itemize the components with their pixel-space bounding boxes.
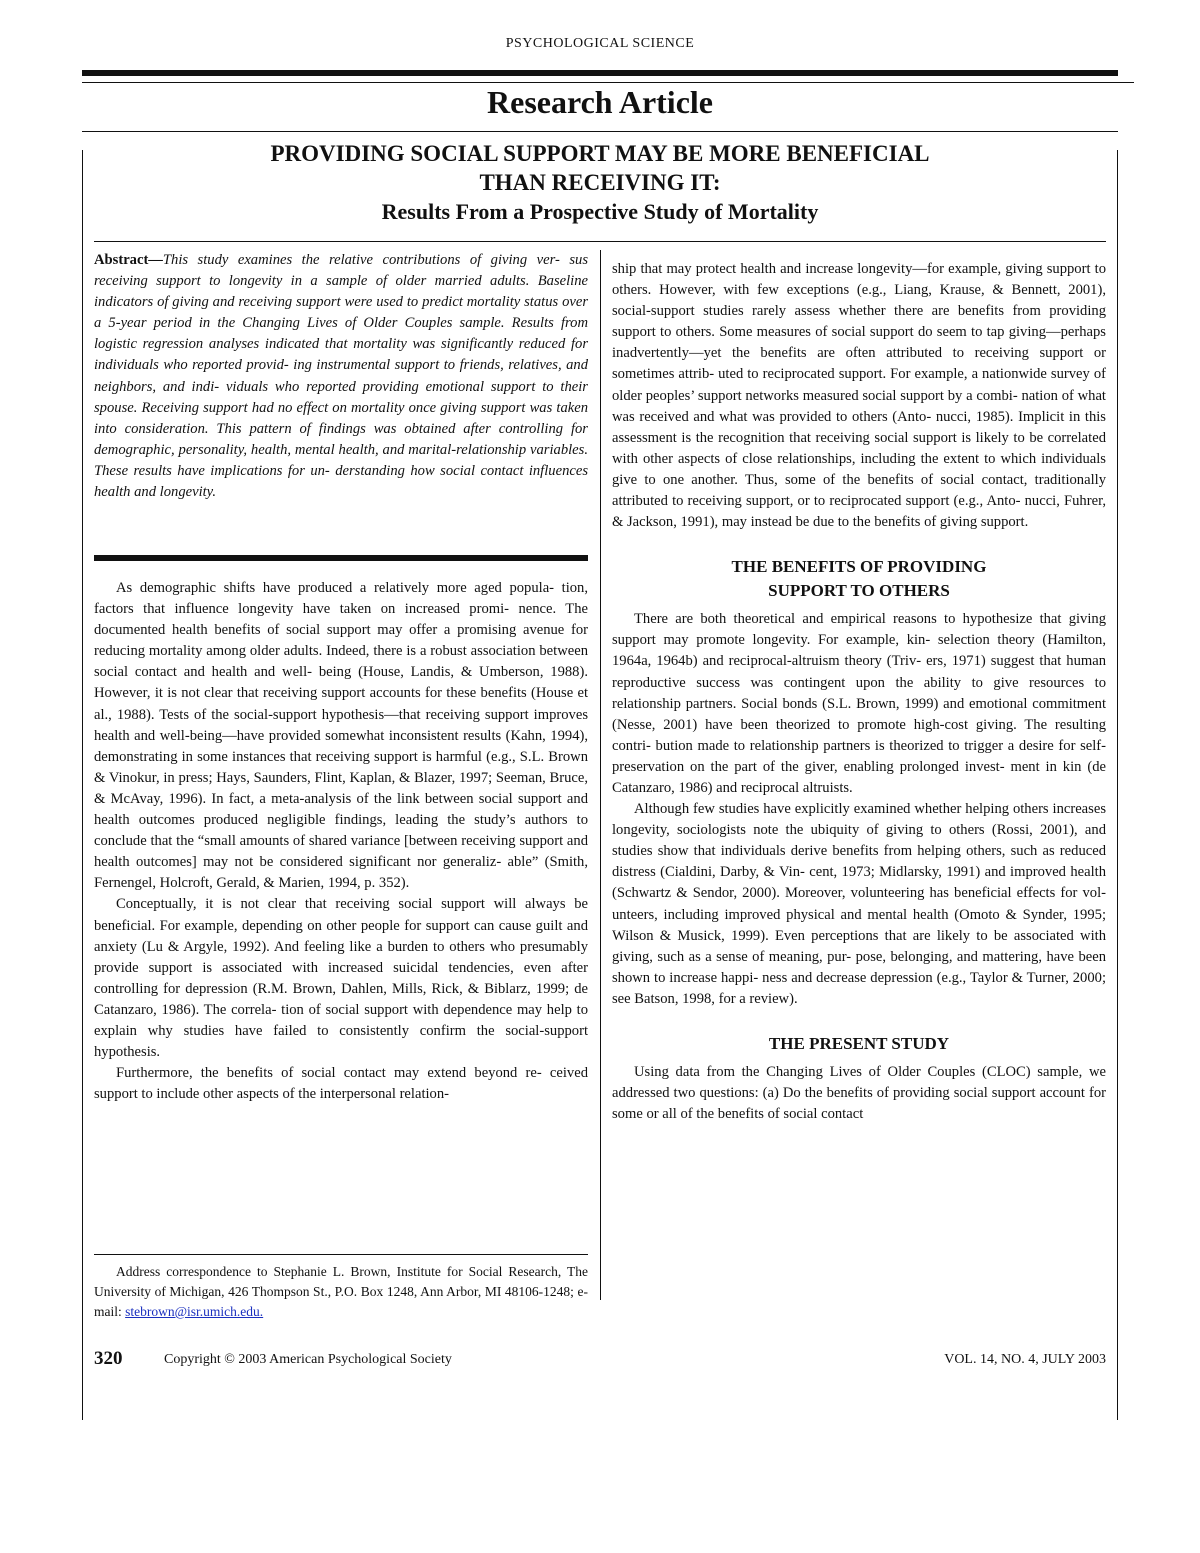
right-paragraph-3: Although few studies have explicitly examined whether helping others increases longevity, sociologists note the ubiquity of giving to others (Rossi, 2001), and studies show that individuals derive benefits from helping others, such as reduced distress (Cialdini, Darby, & Vin- cent, 1973; Midlarsky, 1991) and improved health (Schwartz & Sendor, 2000). Moreover, volunteering has beneficial effects for vol- unteers, including improved physical and mental health (Omoto & Synder, 1995; Wilson & Musick, 1999). Even perceptions that are likely to be associated with giving, such as a sense of meaning, pur- pose, belonging, and mattering, have been shown to increase happi- ness and decrease depression (e.g., Taylor & Turner, 2000; see Batson, 1998, for a review). (612, 801, 1106, 1007)
header-thin-rule (82, 82, 1134, 83)
abstract-rule (94, 555, 588, 561)
left-paragraph-1: As demographic shifts have produced a relatively more aged popula- tion, factors that influence longevity have taken on increased promi- nence. The documented health benefits of social support may offer a promising avenue for reducing mortality among older adults. Indeed, there is a robust association between social contact and health and well- being (House, Landis, & Umberson, 1988). However, it is not clear that receiving support accounts for these benefits (House et al., 1988). Tests of the social-support hypothesis—that receiving support improves health and well-being—have provided somewhat inconsistent results (Kahn, 1994), demonstrating in some instances that receiving support is harmful (e.g., S.L. Brown & Vinokur, in press; Hays, Saunders, Flint, Kaplan, & Blazer, 1997; Seeman, Bruce, & McAvay, 1996). In fact, a meta-analysis of the link between social support and health outcomes produced negligible findings, leading the study’s authors to conclude that the “small amounts of shared variance [between receiving support and health outcomes] may not be considered significant nor generaliz- able” (Smith, Fernengel, Holcroft, Gerald, & Marien, 1994, p. 352). (94, 580, 588, 892)
left-margin-line (82, 150, 83, 1420)
journal-name: PSYCHOLOGICAL SCIENCE (505, 36, 695, 51)
title-line-1: PROVIDING SOCIAL SUPPORT MAY BE MORE BENEFICIAL (270, 141, 930, 166)
left-paragraph-2: Conceptually, it is not clear that receiving social support will always be beneficial. For example, depending on other people for support can cause guilt and anxiety (Lu & Argyle, 1992). And feeling like a burden to others who presumably provide support is associated with increased suicidal tendencies, even after controlling for depression (R.M. Brown, Dahlen, Mills, Rick, & Biblarz, 1999; de Catanzaro, 1986). The correla- tion of social support with dependence may help to explain why studies have failed to consistently confirm the social-support hypothesis. (94, 896, 588, 1061)
correspondence-footnote (94, 1262, 588, 1322)
heading-benefits-line-2: SUPPORT TO OTHERS (768, 581, 950, 601)
article-type-heading: Research Article (487, 84, 713, 120)
section-heading-benefits (612, 555, 1106, 603)
right-paragraph-1: ship that may protect health and increase longevity—for example, giving support to others. However, with few exceptions (e.g., Liang, Krause, & Bennett, 2001), social-support studies rarely assess whether there are benefits from providing support to others. Some measures of social support do seem to tap giving—perhaps inadvertently—yet the benefits are often attributed to receiving support or sometimes attrib- uted to reciprocated support. For example, a nationwide survey of older peoples’ support networks measured social support by a combi- nation of what was received and what was provided to others (Anto- nucci, 1985). Implicit in this assessment is the recognition that receiving social support is likely to be correlated with other aspects of close relationships, including the extent to which individuals give to one another. Thus, some of the benefits of social contact, traditionally attributed to receiving support, or to reciprocated support (e.g., Anto- nucci, Fuhrer, & Jackson, 1991), may instead be due to the benefits of giving support. (612, 261, 1106, 531)
right-column-body (612, 259, 1106, 1125)
heading-benefits-line-1: THE BENEFITS OF PROVIDING (731, 557, 987, 577)
footnote-text: Address correspondence to Stephanie L. Brown, Institute for Social Research, The University of Michigan, 426 Thompson St., P.O. Box 1248, Ann Arbor, MI 48106-1248; e-mail: (94, 1264, 588, 1319)
abstract-lead: Abstract— (94, 252, 163, 268)
footnote-rule (94, 1254, 588, 1255)
email-link[interactable]: stebrown@isr.umich.edu. (125, 1304, 264, 1319)
left-column-body (94, 578, 588, 1105)
abstract-text: This study examines the relative contributions of giving ver- sus receiving support to longevity in a sample of older married adults. Baseline indicators of giving and receiving support were used to predict mortality status over a 5-year period in the Changing Lives of Older Couples sample. Results from logistic regression analyses indicated that mortality was significantly reduced for individuals who reported provid- ing instrumental support to friends, relatives, and neighbors, and indi- viduals who reported providing emotional support to their spouse. Receiving support had no effect on mortality once giving support was taken into consideration. This pattern of findings was obtained after controlling for demographic, personality, health, mental health, and marital-relationship variables. These results have implications for un- derstanding how social contact influences health and longevity. (94, 252, 588, 501)
copyright-notice: Copyright © 2003 American Psychological Society (164, 1352, 452, 1367)
left-paragraph-3: Furthermore, the benefits of social contact may extend beyond re- ceived support to include other aspects of the interpersonal relation- (94, 1065, 588, 1103)
section-heading-present-study: THE PRESENT STUDY (768, 1034, 950, 1053)
right-paragraph-2: There are both theoretical and empirical reasons to hypothesize that giving support may promote longevity. For example, kin- selection theory (Hamilton, 1964a, 1964b) and reciprocal-altruism theory (Triv- ers, 1971) suggest that human reproductive success was contingent upon the ability to give resources to relationship partners. Social bonds (S.L. Brown, 1999) and emotional commitment (Nesse, 2001) have been theorized to promote high-cost giving. The resulting contri- bution made to relationship partners is theorized to trigger a desire for self-preservation on the part of the giver, enabling prolonged invest- ment in kin (de Catanzaro, 1986) and reciprocal altruists. (612, 611, 1106, 796)
title-bottom-rule (94, 241, 1106, 242)
title-subtitle: Results From a Prospective Study of Mortality (381, 199, 819, 224)
column-divider (600, 250, 601, 1300)
volume-info: VOL. 14, NO. 4, JULY 2003 (944, 1352, 1106, 1367)
title-top-rule (82, 131, 1118, 132)
right-paragraph-4: Using data from the Changing Lives of Older Couples (CLOC) sample, we addressed two questions: (a) Do the benefits of providing social support account for some or all of the benefits of social contact (612, 1064, 1106, 1123)
abstract (94, 250, 588, 503)
title-line-2: THAN RECEIVING IT: (479, 170, 721, 195)
right-margin-line (1117, 150, 1118, 1420)
article-title (82, 139, 1118, 226)
page-number: 320 (94, 1348, 123, 1369)
header-rule (82, 70, 1118, 76)
